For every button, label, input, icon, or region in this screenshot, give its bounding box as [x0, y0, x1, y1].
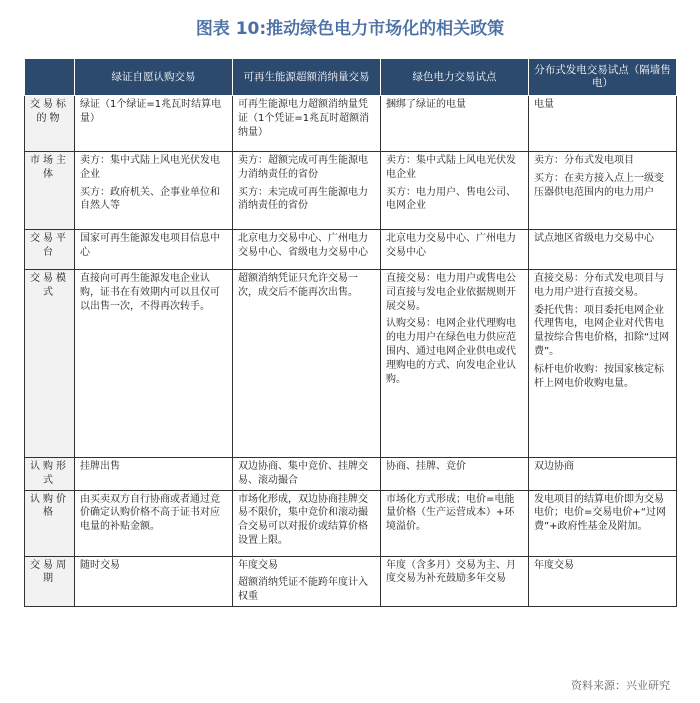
cell-text: 卖方：超额完成可再生能源电力消纳责任的省份 [238, 155, 368, 180]
row-header: 交易模式 [25, 270, 75, 458]
table-cell [75, 270, 233, 458]
cell-text: 北京电力交易中心、广州电力交易中心、省级电力交易中心 [238, 233, 368, 258]
table-row [25, 96, 677, 152]
cell-text: 年度交易 [534, 559, 574, 571]
table-cell [75, 458, 233, 491]
table-cell [233, 152, 381, 230]
header-cell-green-certificate: 绿证自愿认购交易 [75, 59, 233, 96]
table-row [25, 458, 677, 491]
policy-table [24, 58, 677, 607]
cell-text: 协商、挂牌、竞价 [386, 461, 466, 472]
table-cell [529, 458, 677, 491]
cell-text: 市场化形成，双边协商挂牌交易不限价，集中竞价和滚动撮合交易可以对报价或结算价格设置上限。 [238, 493, 368, 546]
header-cell-corner [25, 59, 75, 96]
row-header: 认购形式 [25, 458, 75, 491]
cell-text: 超额消纳凭证只允许交易一次，成交后不能再次出售。 [238, 273, 358, 298]
table-cell [529, 96, 677, 152]
table-cell [381, 270, 529, 458]
table-cell [529, 270, 677, 458]
cell-text: 双边协商、集中竞价、挂牌交易、滚动撮合 [238, 461, 368, 486]
row-header: 交易周期 [25, 556, 75, 606]
cell-text: 超额消纳凭证不能跨年度计入权重 [238, 577, 368, 603]
row-header: 市场主体 [25, 152, 75, 230]
cell-text: 委托代售：项目委托电网企业代理售电，电网企业对代售电量按综合售电价格，扣除“过网费”。 [534, 304, 670, 357]
table-cell [381, 556, 529, 606]
table-cell [75, 556, 233, 606]
table-cell [529, 230, 677, 270]
table-cell [381, 152, 529, 230]
table-row [25, 270, 677, 458]
header-row [25, 59, 677, 96]
cell-text: 电量 [534, 99, 554, 110]
table-cell [233, 270, 381, 458]
table-cell [529, 556, 677, 606]
cell-text: 认购交易：电网企业代理购电的电力用户在绿色电力供应范围内、通过电网企业供电或代理购电的方式、向发电企业认购。 [386, 318, 516, 385]
cell-text: 随时交易 [80, 559, 120, 571]
cell-text: 可再生能源电力超额消纳量凭证（1个凭证=1兆瓦时超额消纳量） [238, 99, 370, 138]
cell-text: 卖方：集中式陆上风电光伏发电企业 [80, 155, 220, 180]
cell-text: 挂牌出售 [80, 461, 120, 472]
table-cell [233, 458, 381, 491]
cell-text: 国家可再生能源发电项目信息中心 [80, 233, 220, 258]
table-cell [233, 490, 381, 556]
cell-text: 买方：电力用户、售电公司、电网企业 [386, 186, 516, 212]
row-header: 交易平台 [25, 230, 75, 270]
table-cell [75, 96, 233, 152]
source-note: 资料来源：兴业研究 [571, 679, 670, 692]
table-row [25, 556, 677, 606]
chart-title: 图表 10:推动绿色电力市场化的相关政策 [195, 19, 505, 39]
header-cell-green-power-trading: 绿色电力交易试点 [381, 59, 529, 96]
table-row [25, 490, 677, 556]
row-header: 交易标的物 [25, 96, 75, 152]
cell-text: 买方：在卖方接入点上一级变压器供电范围内的电力用户 [534, 172, 664, 198]
cell-text: 买方：政府机关、企事业单位和自然人等 [80, 186, 220, 212]
row-header: 认购价格 [25, 490, 75, 556]
cell-text: 卖方：集中式陆上风电光伏发电企业 [386, 155, 516, 180]
table-cell [381, 458, 529, 491]
table-cell [75, 152, 233, 230]
cell-text: 卖方：分布式发电项目 [534, 155, 634, 166]
cell-text: 绿证（1个绿证=1兆瓦时结算电量） [80, 99, 222, 124]
cell-text: 双边协商 [534, 461, 574, 472]
cell-text: 直接交易：分布式发电项目与电力用户进行直接交易。 [534, 273, 664, 298]
table-cell [529, 490, 677, 556]
table-cell [233, 556, 381, 606]
cell-text: 捆绑了绿证的电量 [386, 99, 466, 110]
cell-text: 买方：未完成可再生能源电力消纳责任的省份 [238, 186, 368, 212]
cell-text: 年度交易 [238, 559, 278, 571]
table-row [25, 230, 677, 270]
table-cell [75, 490, 233, 556]
table-cell [75, 230, 233, 270]
table-cell [381, 230, 529, 270]
cell-text: 发电项目的结算电价即为交易电价；电价=交易电价+“过网费”+政府性基金及附加。 [534, 493, 666, 533]
table-cell [233, 230, 381, 270]
table-cell [381, 490, 529, 556]
table-row [25, 152, 677, 230]
cell-text: 直接向可再生能源发电企业认购，证书在有效期内可以且仅可以出售一次，不得再次转手。 [80, 273, 220, 312]
cell-text: 市场化方式形成；电价=电能量价格（生产运营成本）+环境溢价。 [386, 493, 515, 533]
header-cell-excess-consumption: 可再生能源超额消纳量交易 [233, 59, 381, 96]
table-cell [529, 152, 677, 230]
cell-text: 北京电力交易中心、广州电力交易中心 [386, 233, 516, 258]
cell-text: 直接交易：电力用户或售电公司直接与发电企业依据规则开展交易。 [386, 273, 516, 312]
table-cell [233, 96, 381, 152]
cell-text: 由买卖双方自行协商或者通过竞价确定认购价格不高于证书对应电量的补贴金额。 [80, 493, 220, 533]
cell-text: 标杆电价收购：按国家核定标杆上网电价收购电量。 [534, 363, 664, 389]
cell-text: 年度（含多月）交易为主、月度交易为补充鼓励多年交易 [386, 559, 516, 585]
cell-text: 试点地区省级电力交易中心 [534, 233, 654, 244]
table-cell [381, 96, 529, 152]
header-cell-distributed-trading: 分布式发电交易试点（隔墙售电） [529, 59, 677, 96]
